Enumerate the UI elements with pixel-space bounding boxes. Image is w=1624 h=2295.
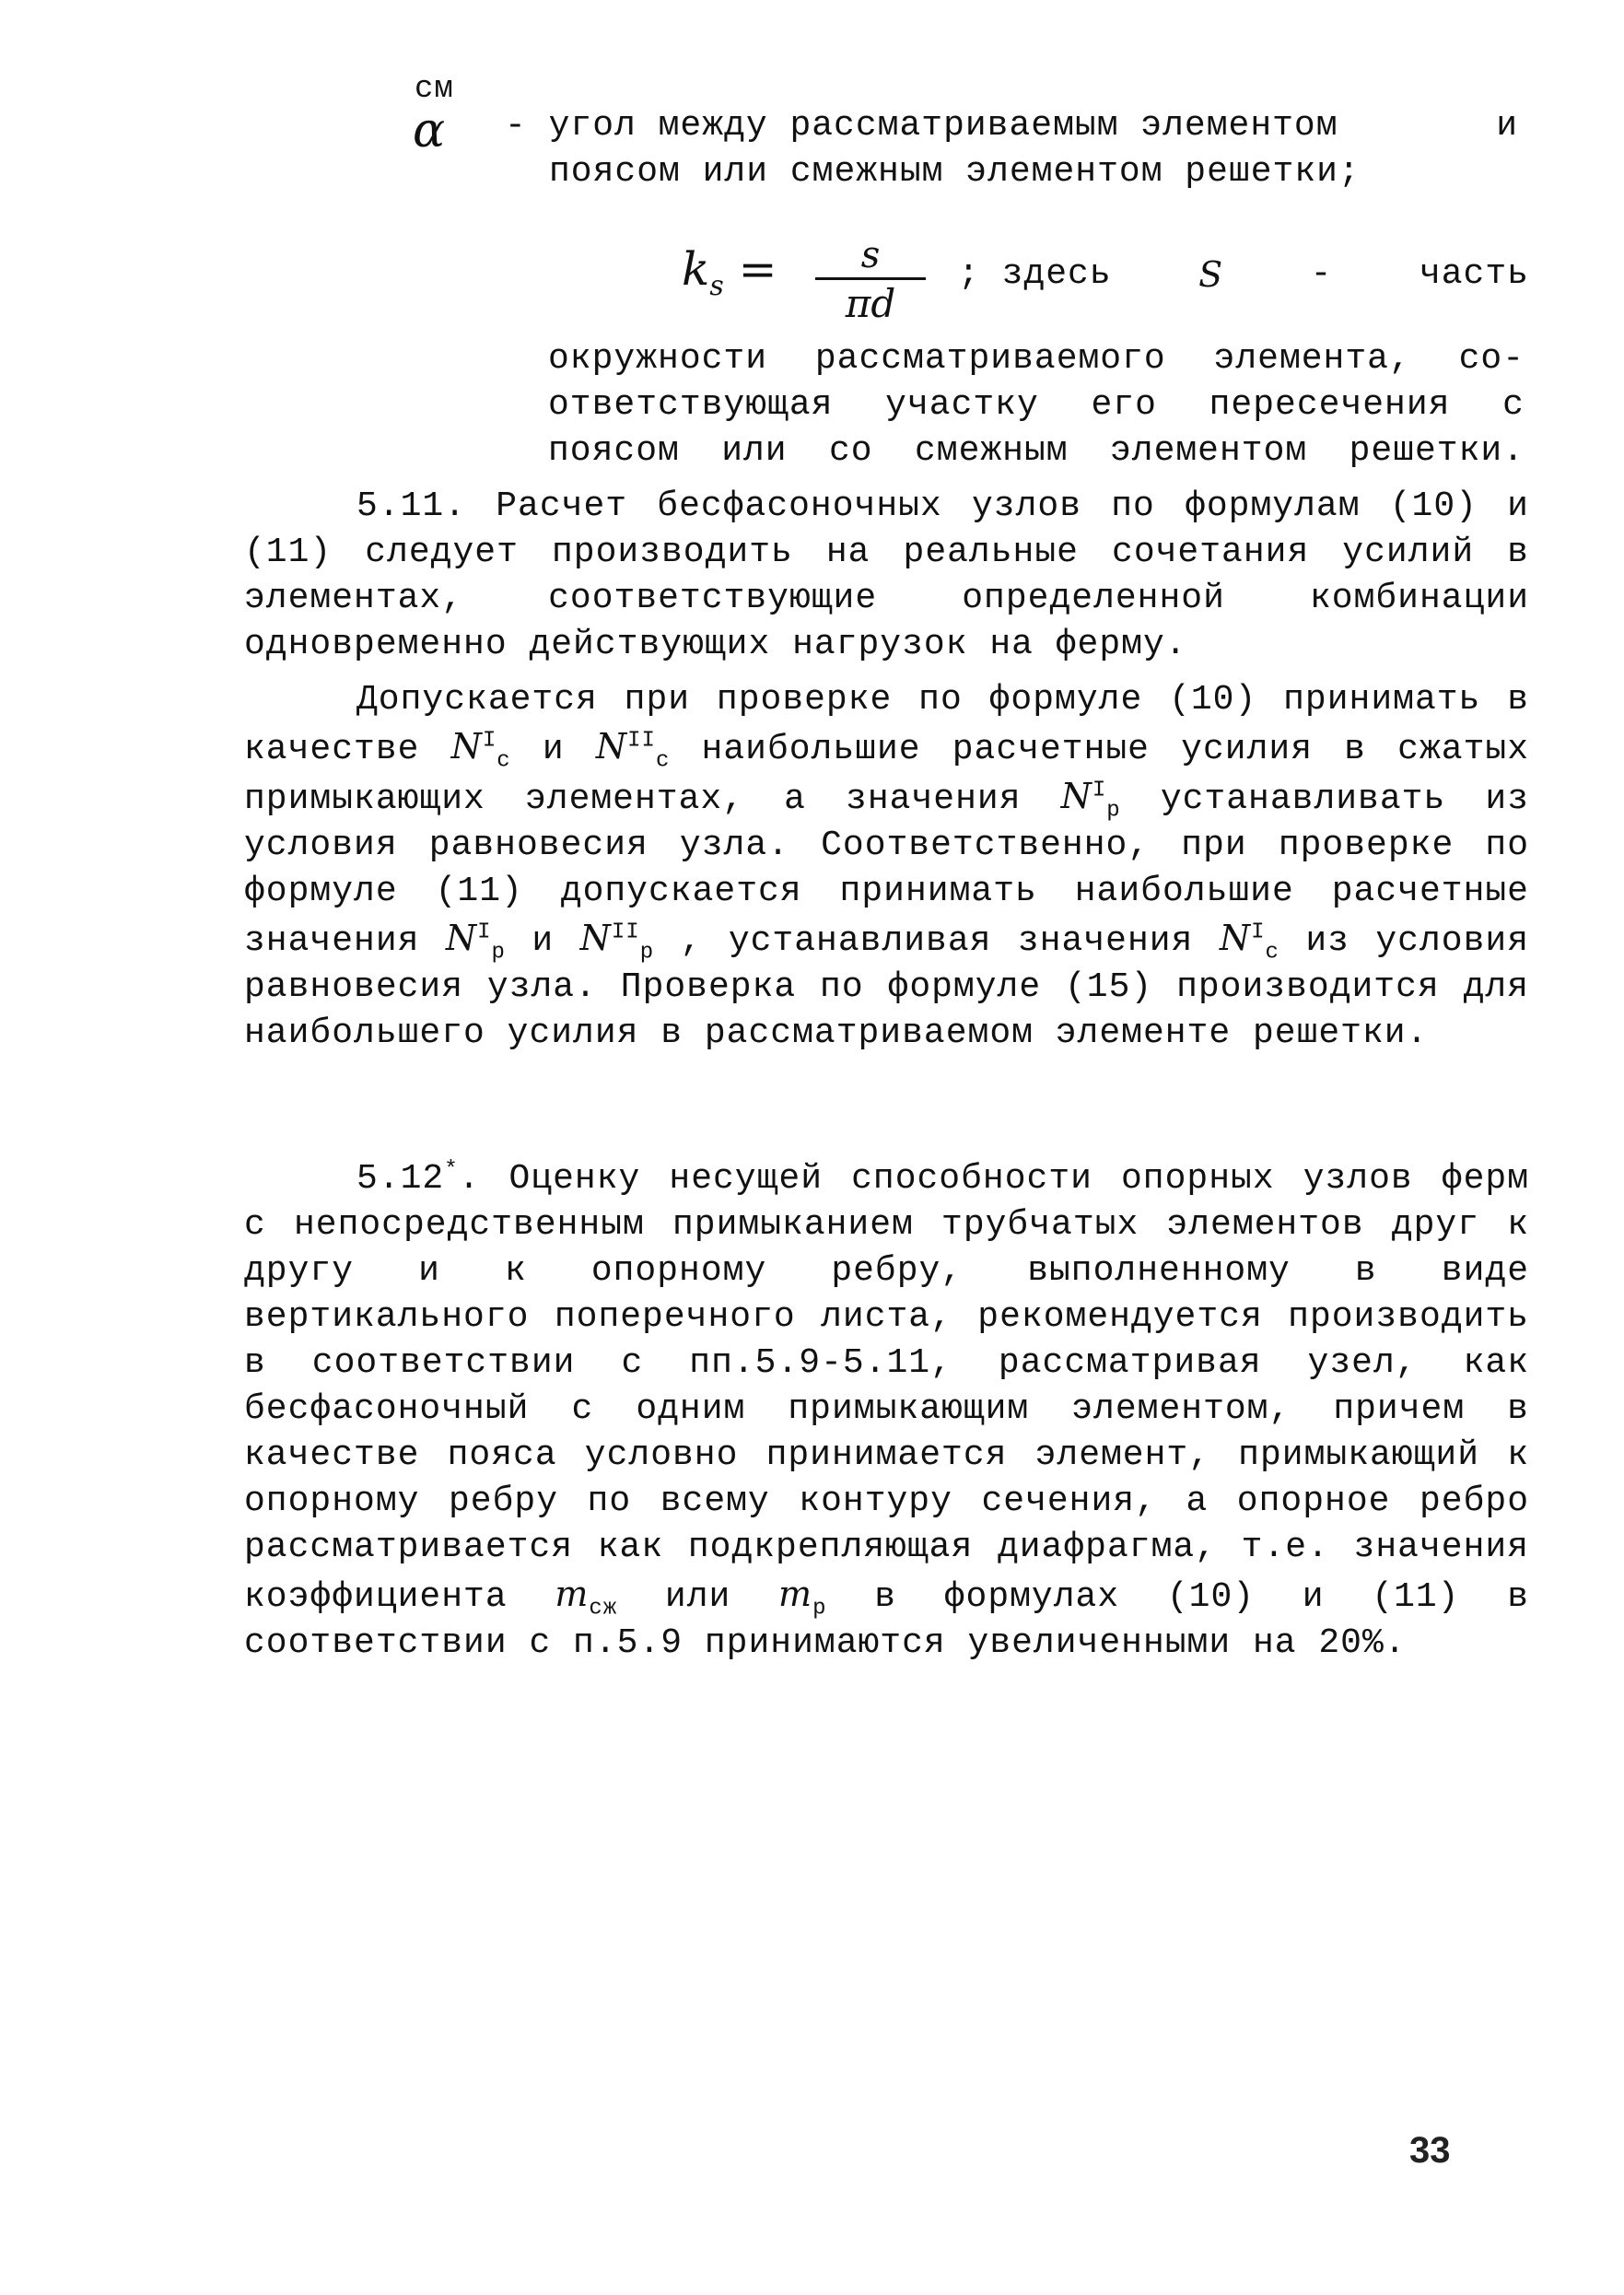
definition-cont-line: ответствующая участку его пересечения с xyxy=(548,385,1525,425)
var-np2: N xyxy=(579,918,612,958)
section-5-12-para: 5.12*. Оценку несущей способности опорных узлов ферм с непосредственным примыканием трубчатых элементов друг к другу и к опорному ребру, выполненному в виде вертикального поперечного листа, рекомендуется производить в соответствии с пп.5.9-5.11, рассматривая узел, как бесфасоночный с одним примыкающим элементом, причем в качестве пояса условно принимается элемент, примыкающий к опорному ребру по всему контуру сечения, а опорное ребро рассматривается как подкрепляющая диафрагма, т.е. значения коэффициента $m_{сж}$ или $m_p$ в формулах (10) и (11) в соответствии с п.5.9 принимаются увеличенными на 20%. xyxy=(244,1157,1529,1663)
formula-fraction xyxy=(815,235,926,324)
var-np1b: N xyxy=(445,918,478,958)
section-5-12-number: 5.12 xyxy=(356,1159,445,1199)
formula-tail: ; здесь S - часть xyxy=(958,254,1529,295)
formula-lhs: $k_s$ = xyxy=(682,242,777,302)
var-nc2: N xyxy=(595,726,628,767)
var-np1: N xyxy=(1060,776,1092,816)
ks-formula xyxy=(682,235,1529,327)
definition-line2: поясом или смежным элементом решетки; xyxy=(549,152,1361,192)
formula-numerator: s xyxy=(860,234,881,276)
definition-line1-end: и xyxy=(1496,106,1518,146)
definition-cont-line: поясом или со смежным элементом решетки. xyxy=(548,431,1525,471)
definition-continuation xyxy=(548,336,1525,474)
definition-cont-line: окружности рассматриваемого элемента, со- xyxy=(548,339,1525,379)
section-5-12-star: * xyxy=(444,1157,459,1183)
section-5-11-para2: Допускается при проверке по формуле (10) принимать в качестве $N^I_c$ и $N^{II}_c$ наибольшие расчетные усилия в сжатых примыкающих элементах, а значения $N^I_p$ устанавливать из условия равновесия узла. Соответственно, при проверке по формуле (11) допускается принимать наибольшие расчетные значения $N^I_p$ и $N^{II}_p$ , устанавливая значения $N^I_c$ из условия равновесия узла. Проверка по формуле (15) производится для наибольшего усилия в рассматриваемом элементе решетки. xyxy=(244,680,1530,1053)
definition-line1: - угол между рассматриваемым элементом xyxy=(505,106,1338,146)
alpha-symbol: α xyxy=(413,103,446,158)
section-5-12 xyxy=(244,1156,1529,1667)
var-m-szh: m xyxy=(555,1574,590,1614)
alpha-superscript: см xyxy=(415,72,454,107)
page-number: 33 xyxy=(1409,2130,1451,2171)
fraction-bar xyxy=(815,277,926,280)
formula-denominator: πd xyxy=(845,281,896,326)
section-5-11 xyxy=(244,484,1529,1057)
var-m-p: m xyxy=(778,1574,813,1614)
section-5-11-para1: 5.11. Расчет бесфасоночных узлов по формулам (10) и (11) следует производить на реальные сочетания усилий в элементах, соответствующие определенной комбинации одновременно действующих нагрузок на ферму. xyxy=(244,486,1529,664)
var-nc1b: N xyxy=(1219,918,1252,958)
definition-text xyxy=(505,103,1518,195)
var-nc1: N xyxy=(450,726,483,767)
